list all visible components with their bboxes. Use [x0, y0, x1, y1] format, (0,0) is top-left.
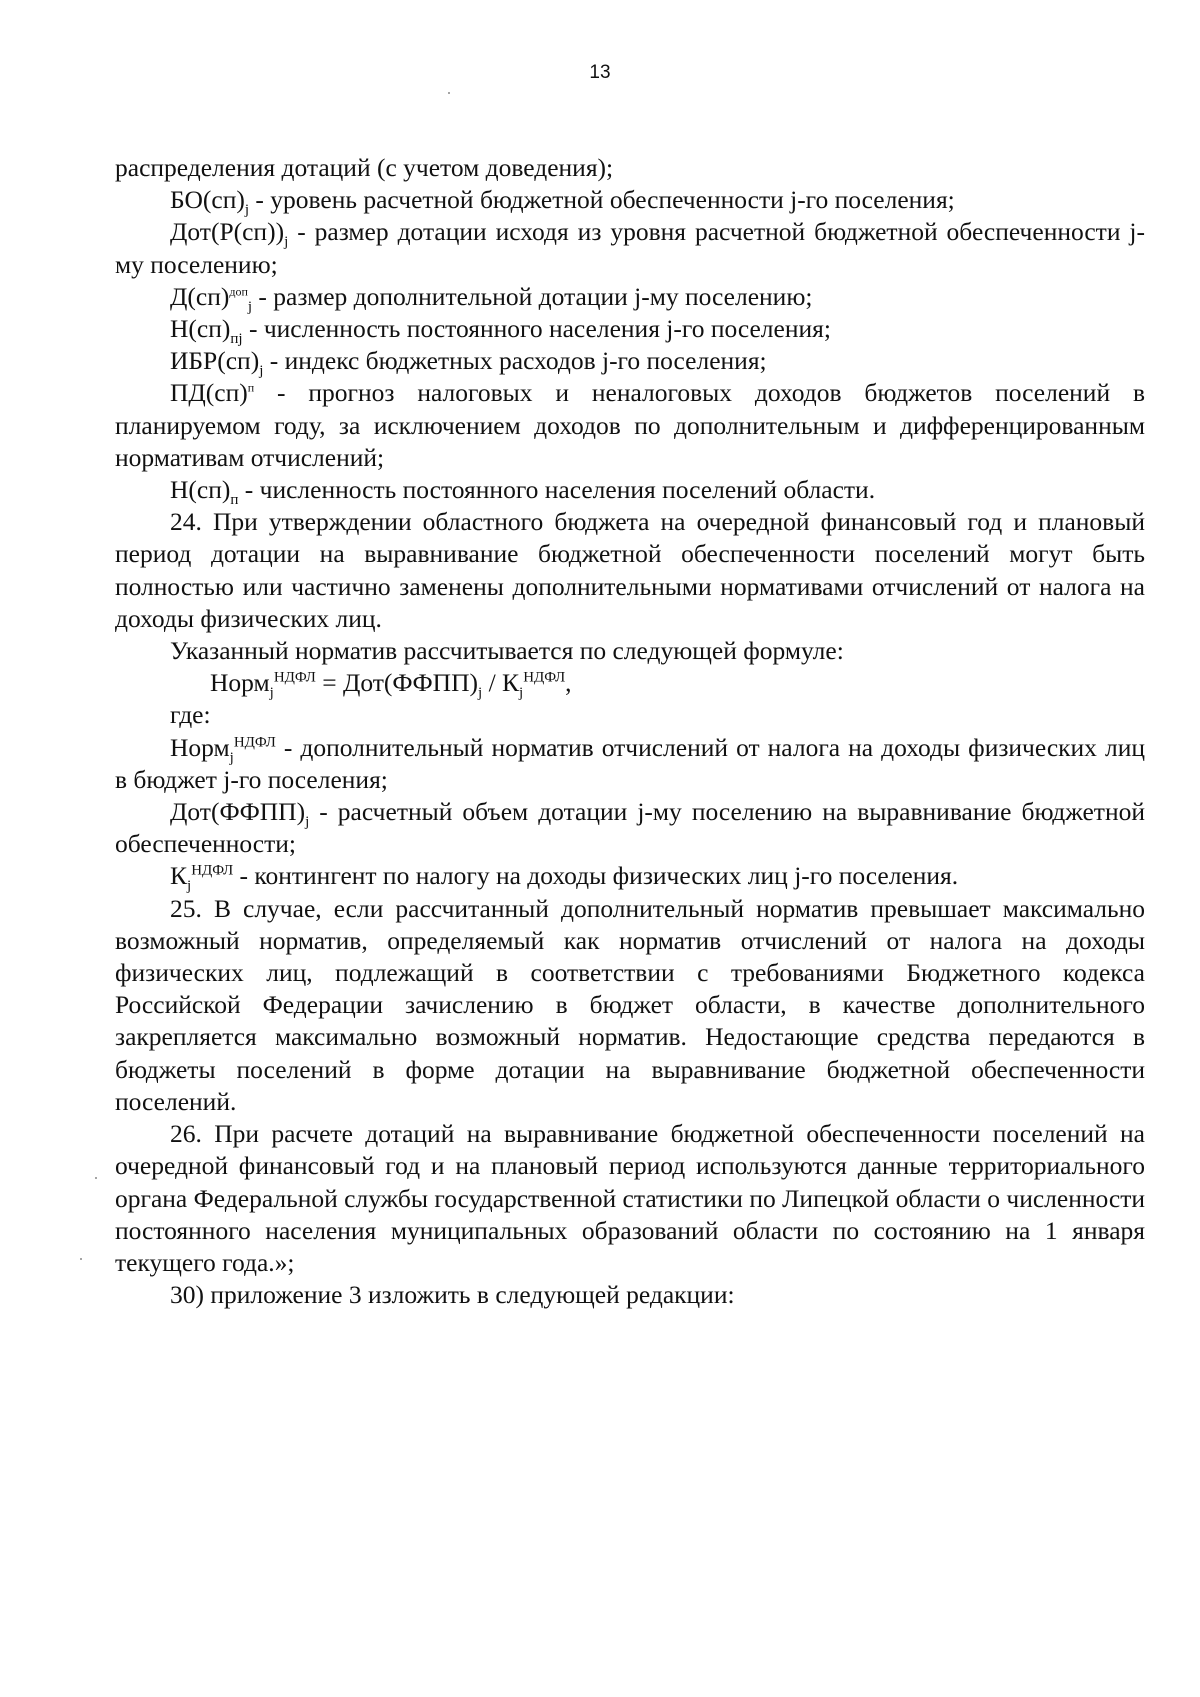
definition-d-dop: Д(сп)$^{доп}_j$ - размер дополнительной дотации j-му поселению; [170, 281, 813, 315]
definition-k-ndfl: $К_j^{НДФЛ}$ - контингент по налогу на доходы физических лиц j-го поселения. [170, 861, 959, 895]
definition-dot-r: $Дот(Р(сп))_j$ - размер дотации исходя из уровня расчетной бюджетной обеспеченности j-му поселению; [115, 217, 1145, 279]
definition-norm-ndfl: Норм$_j^{НДФЛ}$ - дополнительный норматив отчислений от налога на доходы физических лиц в бюджет j-го поселения; [115, 732, 1145, 794]
scan-speck [95, 1177, 97, 1179]
paragraph-30: 30) приложение 3 изложить в следующей редакции: [170, 1280, 735, 1310]
definition-n-pj: $Н(сп)_{пj}$ - численность постоянного населения j-го поселения; [170, 314, 831, 348]
definition-pd: ПД(сп)$^п$ - прогноз налоговых и неналоговых доходов бюджетов поселений в планируемом году, за исключением доходов по дополнительным и дифференцированным нормативам отчислений; [115, 378, 1145, 472]
definition-ibr: $ИБР(сп)_j$ - индекс бюджетных расходов j-го поселения; [170, 346, 767, 380]
paragraph-24: 24. При утверждении областного бюджета на очередной финансовый год и плановый период дотации на выравнивание бюджетной обеспеченности поселений могут быть полностью или частично заменены дополнительными нормативами отчислений от налога на доходы физических лиц. [115, 507, 1145, 633]
page-number: 13 [589, 62, 611, 83]
paragraph-continuation: распределения дотаций (с учетом доведения); [115, 153, 614, 182]
scan-speck [448, 92, 450, 94]
scan-speck [80, 1258, 82, 1260]
definition-dot-ffpp: $Дот(ФФПП)_j$ - расчетный объем дотации j-му поселению на выравнивание бюджетной обеспеченности; [115, 797, 1145, 859]
paragraph-25: 25. В случае, если рассчитанный дополнительный норматив превышает максимально возможный норматив, определяемый как норматив отчислений от налога на доходы физических лиц, подлежащий в соответствии с требованиями Бюджетного кодекса Российской Федерации зачислению в бюджет области, в качестве дополнительного закрепляется максимально возможный норматив. Недостающие средства передаются в бюджеты поселений в форме дотации на выравнивание бюджетной обеспеченности поселений. [115, 893, 1145, 1116]
paragraph-formula-intro: Указанный норматив рассчитывается по следующей формуле: [170, 636, 844, 666]
definition-n-p: $Н(сп)_п$ - численность постоянного населения поселений области. [170, 475, 876, 509]
paragraph-26: 26. При расчете дотаций на выравнивание бюджетной обеспеченности поселений на очередной финансовый год и на плановый период используются данные территориального органа Федеральной службы государственной статистики по Липецкой области о численности постоянного населения муниципальных образований области по состоянию на 1 января текущего года.»; [115, 1119, 1145, 1277]
where-label: где: [170, 700, 211, 730]
document-body [115, 152, 1145, 1311]
definition-bo: $БО(сп)_j$ - уровень расчетной бюджетной обеспеченности j-го поселения; [170, 185, 955, 219]
formula-norm-ndfl: Норм$_j^{НДФЛ}$ = $Дот(ФФПП)_j / К_j^{НДФЛ}$, [210, 668, 572, 702]
